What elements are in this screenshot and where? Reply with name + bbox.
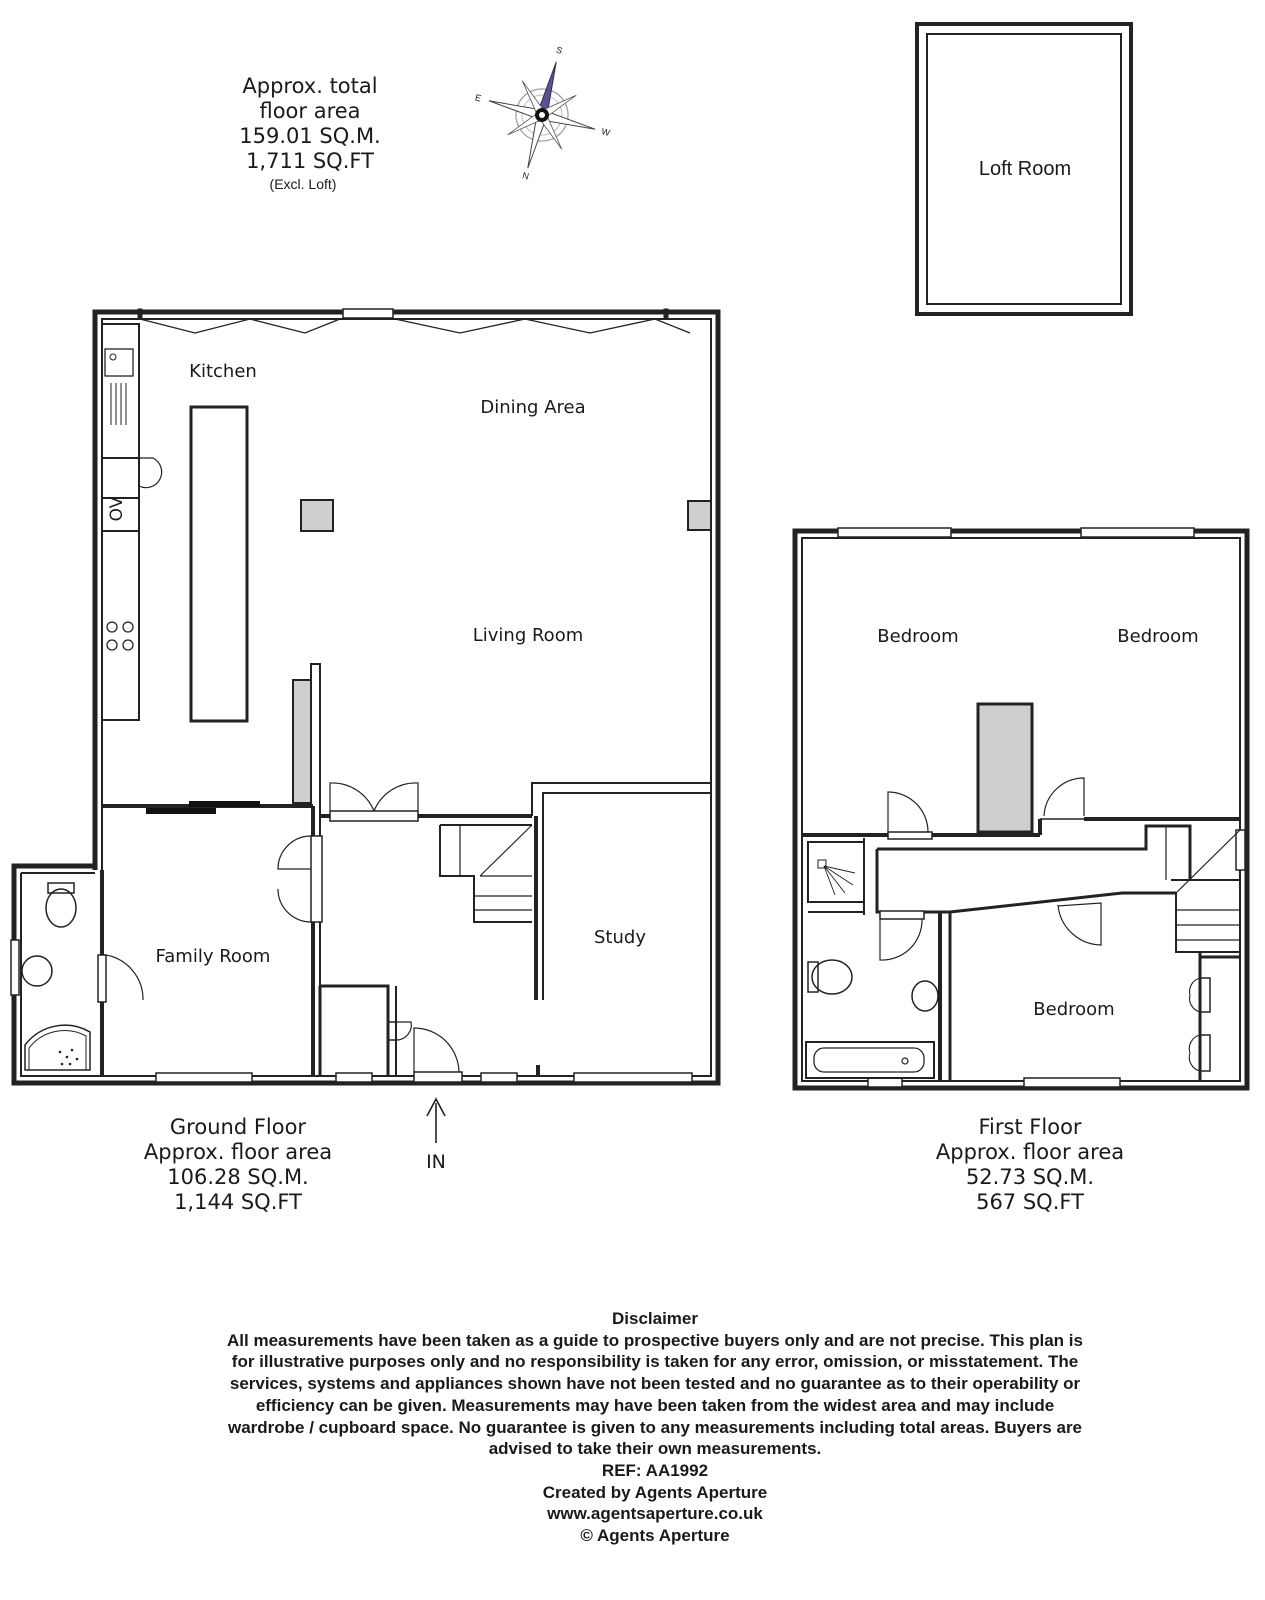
disclaimer-block xyxy=(150,1308,1160,1547)
first-floor-sqft: 567 SQ.FT xyxy=(976,1190,1084,1214)
ground-floor-sqm: 106.28 SQ.M. xyxy=(167,1165,309,1189)
family-room-label: Family Room xyxy=(155,946,271,967)
compass-n-label: N xyxy=(521,170,531,182)
first-floor-sqm: 52.73 SQ.M. xyxy=(965,1165,1095,1189)
created-by: Created by Agents Aperture xyxy=(542,1482,768,1502)
ground-floor-labels xyxy=(107,361,646,1214)
ground-floor-sqft: 1,144 SQ.FT xyxy=(174,1190,302,1214)
summary-note: (Excl. Loft) xyxy=(269,176,337,192)
ground-floor-name: Ground Floor xyxy=(169,1115,307,1139)
disclaimer-line: efficiency can be given. Measurements may have been taken from the widest area and may include xyxy=(255,1395,1055,1415)
ground-floor-area-label: Approx. floor area xyxy=(143,1140,333,1164)
summary-sqft: 1,711 SQ.FT xyxy=(246,149,374,173)
bedroom-right-label: Bedroom xyxy=(1117,626,1199,647)
total-area-summary xyxy=(239,74,380,192)
compass-s-label: S xyxy=(555,44,564,56)
bedroom-left-label: Bedroom xyxy=(877,626,959,647)
compass-w-label: W xyxy=(600,126,612,139)
summary-sqm: 159.01 SQ.M. xyxy=(239,124,381,148)
copyright: © Agents Aperture xyxy=(580,1526,730,1546)
compass-icon xyxy=(458,28,629,199)
ground-floor-plan xyxy=(11,309,718,1143)
disclaimer-line: wardrobe / cupboard space. No guarantee is given to any measurements including total areas. Buyers are xyxy=(227,1417,1083,1437)
entrance-label: IN xyxy=(426,1151,446,1173)
first-floor-name: First Floor xyxy=(978,1115,1082,1139)
loft-room-label: Loft Room xyxy=(978,158,1072,180)
disclaimer-heading: Disclaimer xyxy=(612,1309,698,1328)
loft-plan xyxy=(917,24,1131,314)
study-label: Study xyxy=(594,927,646,948)
summary-title-line1: Approx. total xyxy=(242,74,378,98)
living-room-label: Living Room xyxy=(472,625,584,646)
compass-e-label: E xyxy=(474,92,483,104)
disclaimer-line: for illustrative purposes only and no responsibility is taken for any error, omission, or misstatement. The xyxy=(231,1352,1079,1372)
disclaimer-line: advised to take their own measurements. xyxy=(488,1439,822,1459)
dining-area-label: Dining Area xyxy=(480,397,586,418)
disclaimer-line: All measurements have been taken as a guide to prospective buyers only and are not precise. This plan is xyxy=(227,1330,1083,1350)
website-link[interactable]: www.agentsaperture.co.uk xyxy=(547,1504,763,1524)
summary-title-line2: floor area xyxy=(259,99,361,123)
first-floor-labels xyxy=(877,626,1198,1214)
oven-label: OV xyxy=(107,496,127,522)
reference-number: REF: AA1992 xyxy=(601,1460,709,1480)
first-floor-area-label: Approx. floor area xyxy=(935,1140,1125,1164)
kitchen-label: Kitchen xyxy=(189,361,257,382)
bedroom-bottom-label: Bedroom xyxy=(1033,999,1115,1020)
first-floor-plan xyxy=(795,528,1247,1088)
disclaimer-line: services, systems and appliances shown have not been tested and no guarantee as to their operability or xyxy=(229,1374,1081,1394)
